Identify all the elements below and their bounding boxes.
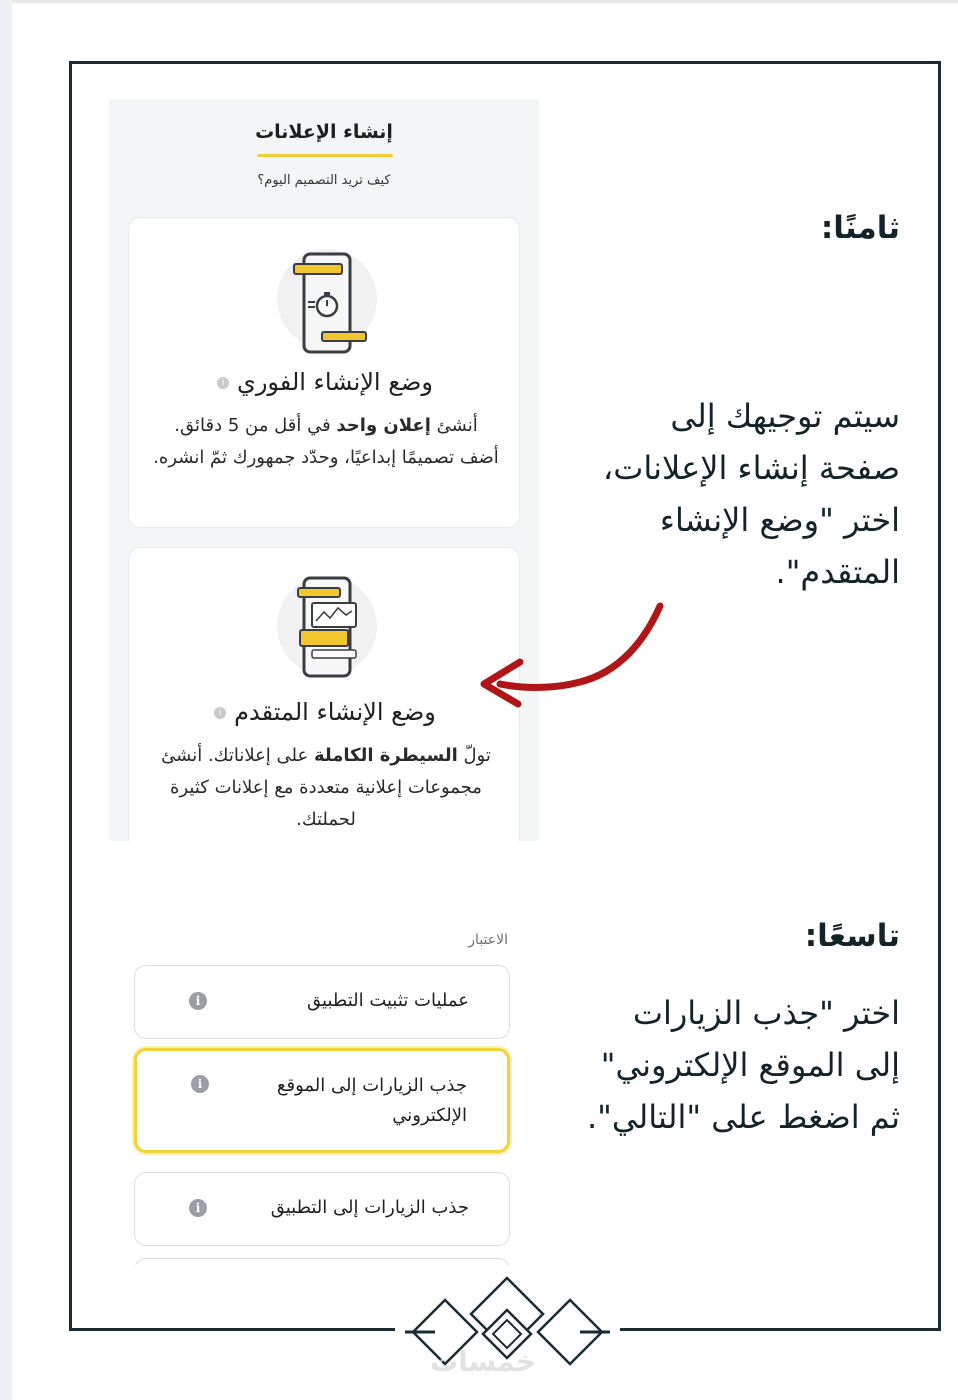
active-tab-underline <box>257 154 393 157</box>
option-label: جذب الزيارات إلى التطبيق <box>270 1197 469 1218</box>
objective-option-app-traffic[interactable] <box>134 1172 510 1246</box>
top-divider <box>0 0 958 3</box>
objective-option-website-traffic[interactable] <box>134 1048 510 1153</box>
info-icon[interactable]: i <box>191 1075 209 1093</box>
curved-arrow-icon <box>470 600 670 710</box>
advanced-mode-description: تولّ السيطرة الكاملة على إعلاناتك. أنشئ مجموعات إعلانية متعددة مع إعلانات كثيرة لحملتك. <box>161 745 491 830</box>
objective-screenshot <box>110 920 530 1265</box>
advanced-mode-title: وضع الإنشاء المتقدمi <box>129 698 521 726</box>
objective-option-partial[interactable] <box>134 1258 510 1265</box>
phone-chart-illustration-icon <box>272 568 382 688</box>
info-icon[interactable]: i <box>217 377 229 389</box>
info-icon[interactable]: i <box>189 1199 207 1217</box>
objective-option-app-installs[interactable] <box>134 965 510 1039</box>
option-label: جذب الزيارات إلى الموقع الإلكتروني <box>276 1075 467 1126</box>
instant-mode-description: أنشئ إعلان واحد في أقل من 5 دقائق. أضف تصميمًا إبداعيًا، وحدّد جمهورك ثمّ انشره. <box>153 415 499 468</box>
page-title: إنشاء الإعلانات <box>255 121 393 143</box>
step-nine-text: اختر "جذب الزيارات إلى الموقع الإلكتروني" ثم اضغط على "التالي". <box>586 994 900 1136</box>
ad-creation-screenshot <box>109 99 539 841</box>
watermark-logo: خمسات <box>429 1345 537 1378</box>
left-edge-strip <box>0 0 12 1400</box>
section-label: الاعتبار <box>468 932 508 948</box>
info-icon[interactable]: i <box>189 992 207 1010</box>
info-icon[interactable]: i <box>214 707 226 719</box>
step-eight-heading: ثامنًا: <box>820 210 900 246</box>
step-eight-text: سيتم توجيهك إلى صفحة إنشاء الإعلانات، اختر "وضع الإنشاء المتقدم". <box>602 397 900 591</box>
page-subtitle: كيف تريد التصميم اليوم؟ <box>257 173 391 188</box>
phone-stopwatch-illustration-icon <box>272 244 382 364</box>
option-label: عمليات تثبيت التطبيق <box>307 990 469 1011</box>
step-nine-heading: تاسعًا: <box>804 918 900 954</box>
advanced-mode-card[interactable] <box>128 547 520 841</box>
instant-mode-title: وضع الإنشاء الفوريi <box>129 368 521 396</box>
instant-mode-card[interactable] <box>128 217 520 528</box>
